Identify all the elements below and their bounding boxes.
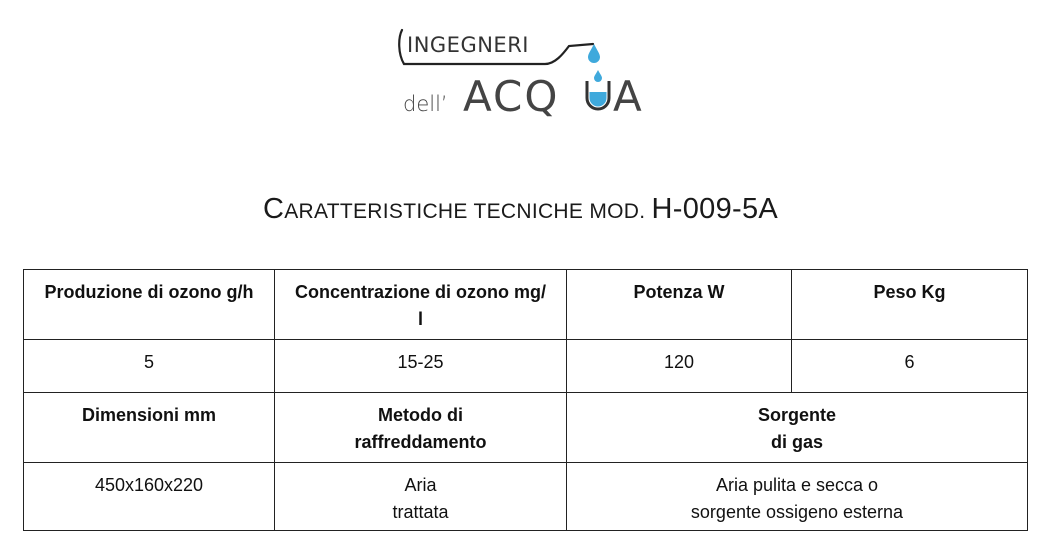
header-cooling-method: Metodo di raffreddamento [275,393,567,463]
header-power: Potenza W [567,270,792,340]
model-number: H-009-5A [651,193,779,225]
logo-line1: INGEGNERI [407,33,529,57]
logo-line2-small: dell’ [403,92,448,116]
table-row [24,463,1028,531]
company-logo [395,24,655,119]
value-gas-source: Aria pulita e secca o sorgente ossigeno esterna [567,463,1028,531]
value-cooling-method: Aria trattata [275,463,567,531]
small-drop-icon [594,70,602,82]
logo-line2-large-a: ACQ [463,72,560,119]
logo-line2-large-b: A [613,72,644,119]
header-dimensions: Dimensioni mm [24,393,275,463]
value-ozone-production: 5 [24,340,275,393]
table-header-row [24,270,1028,340]
table-row [24,340,1028,393]
value-ozone-concentration: 15-25 [275,340,567,393]
header-weight: Peso Kg [792,270,1028,340]
water-fill-icon [590,92,607,107]
table-header-row [24,393,1028,463]
water-drop-icon [588,44,600,63]
value-weight: 6 [792,340,1028,393]
value-power: 120 [567,340,792,393]
header-gas-source: Sorgente di gas [567,393,1028,463]
header-ozone-production: Produzione di ozono g/h [24,270,275,340]
specifications-table [23,269,1028,531]
value-dimensions: 450x160x220 [24,463,275,531]
header-ozone-concentration: Concentrazione di ozono mg/ l [275,270,567,340]
page-title: CARATTERISTICHE TECNICHE MOD. H-009-5A [262,193,779,225]
